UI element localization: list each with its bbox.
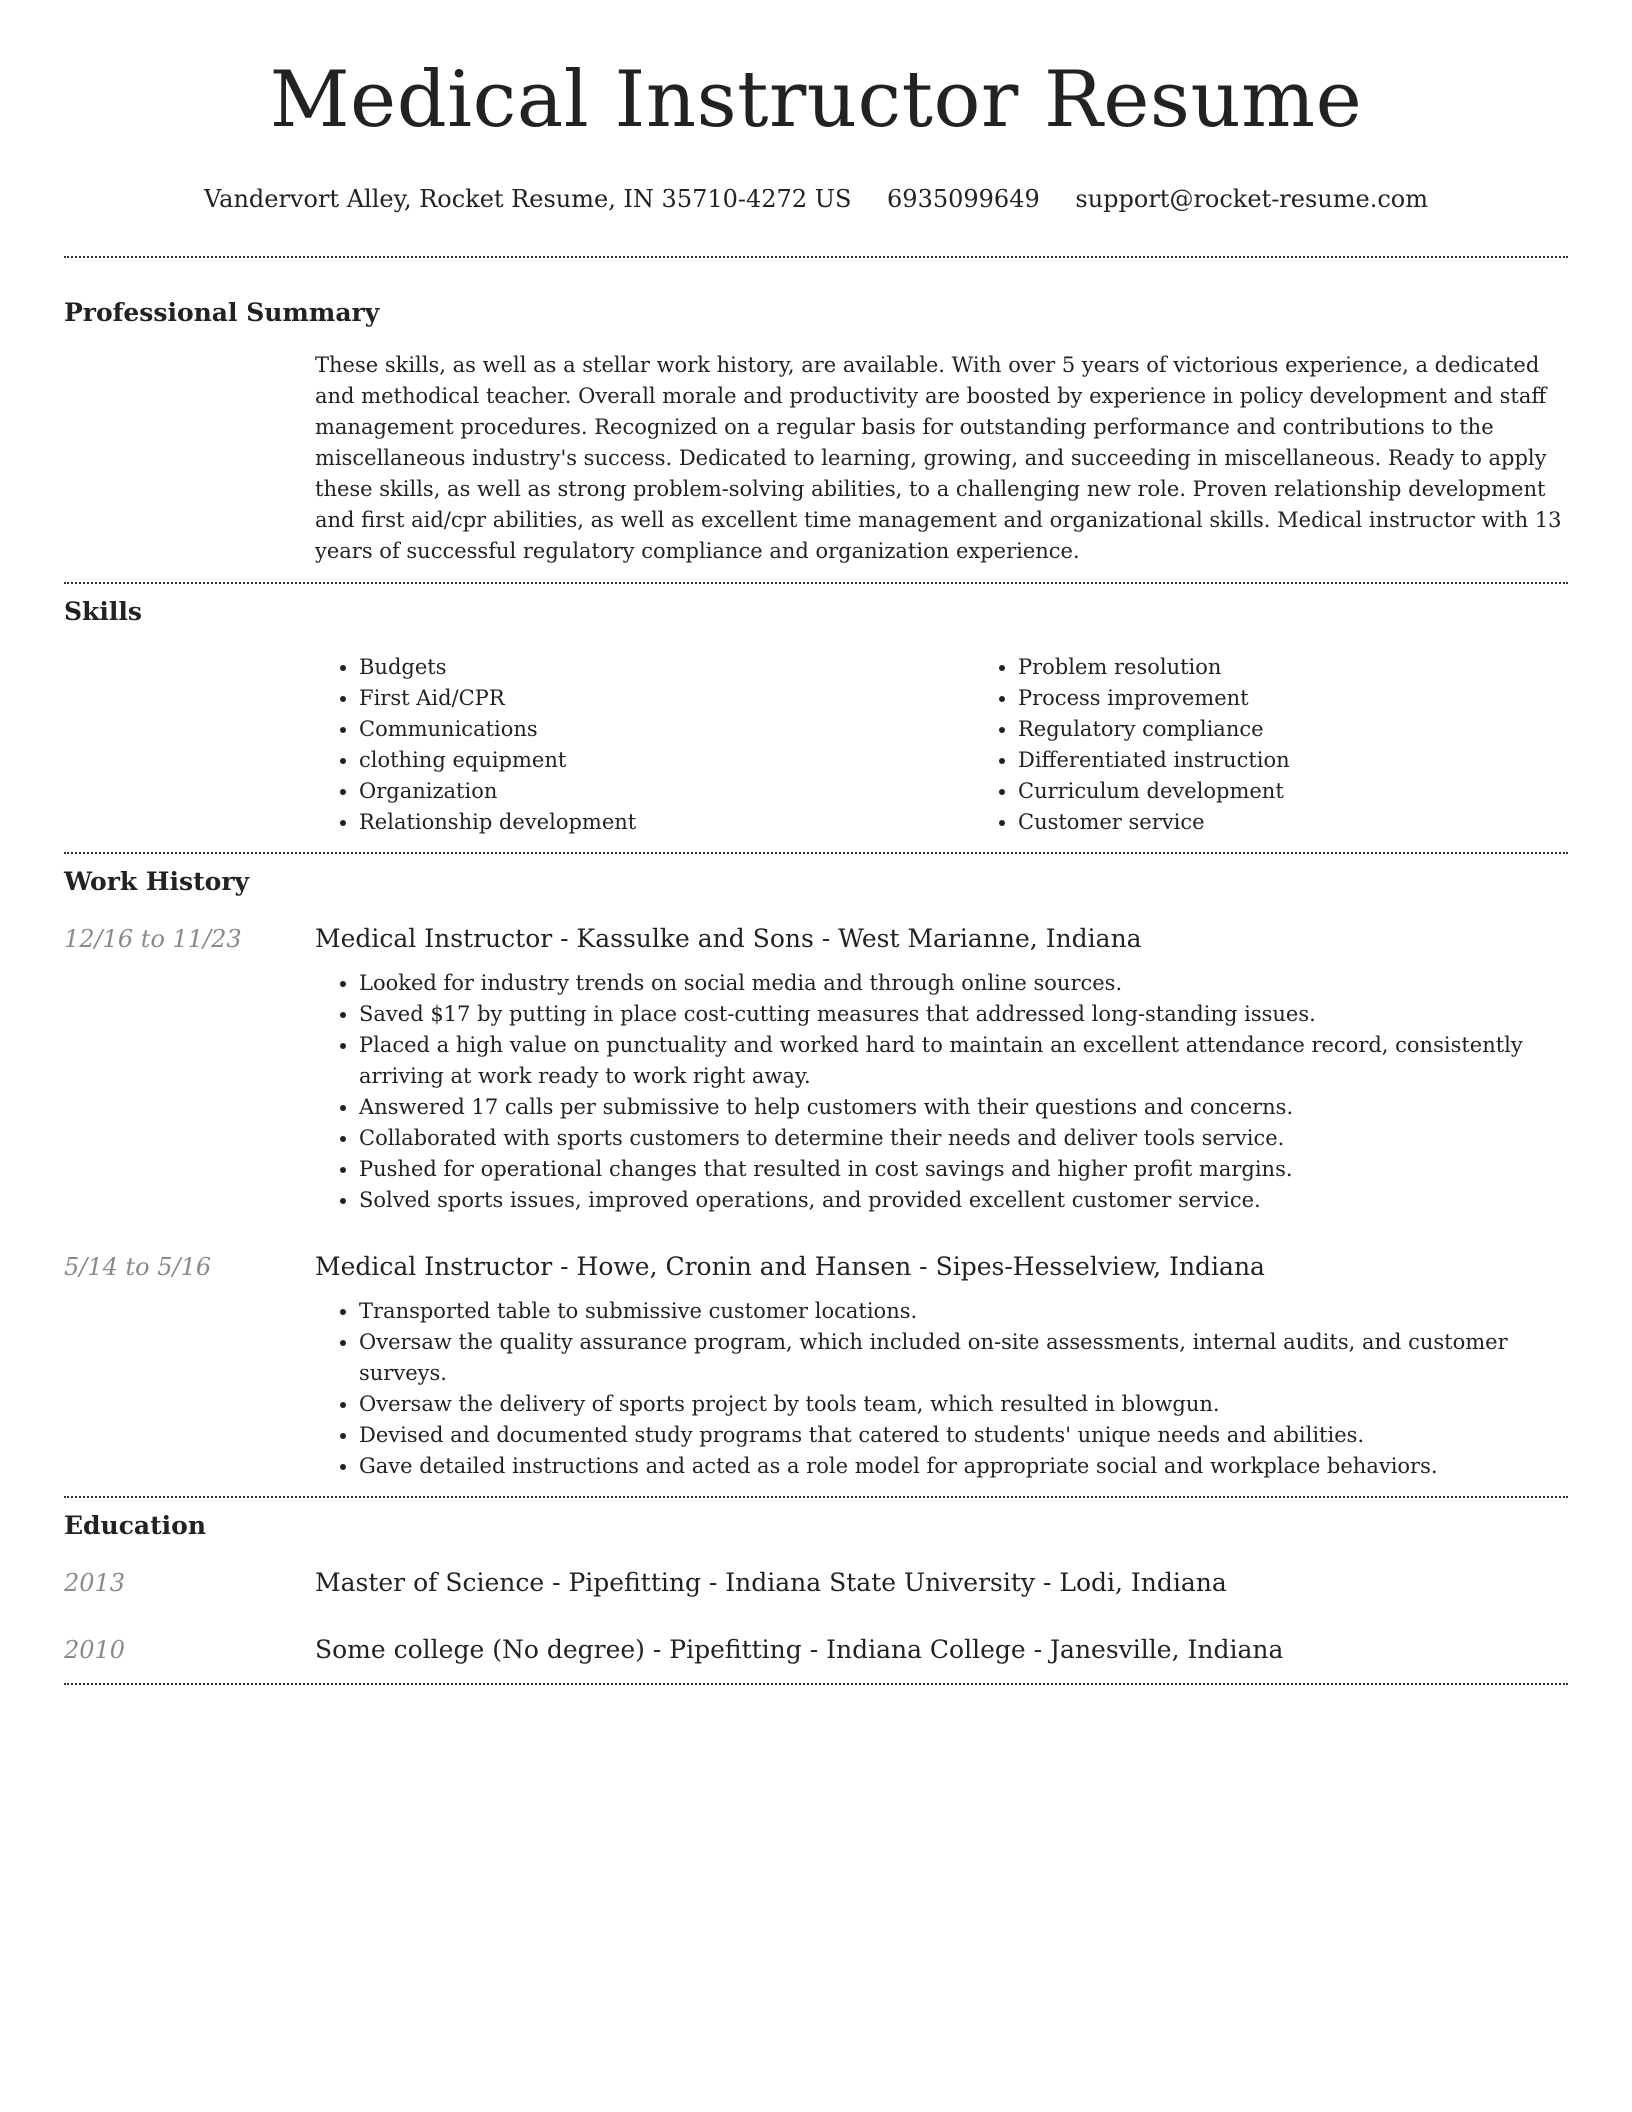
education-year: 2010 — [64, 1636, 126, 1664]
job-title: Medical Instructor - Kassulke and Sons - West Marianne, Indiana — [315, 924, 1142, 953]
skill-item: • Process improvement — [1018, 683, 1632, 714]
job-bullet: • Oversaw the quality assurance program, which included on-site assessments, internal audits, and customer surveys. — [359, 1327, 1568, 1389]
contact-phone: 6935099649 — [887, 185, 1040, 213]
contact-email: support@rocket-resume.com — [1075, 185, 1428, 213]
resume-title: Medical Instructor Resume — [269, 55, 1363, 145]
skill-item: • Communications — [359, 714, 974, 745]
skill-item: • Differentiated instruction — [1018, 745, 1632, 776]
skills-list — [315, 652, 1632, 838]
education-entry — [64, 1566, 1568, 1600]
summary-paragraph: These skills, as well as a stellar work history, are available. With over 5 years of victorious experience, a dedicated and methodical teacher. Overall morale and productivity are boosted by experience in policy development and staff management procedures. Recognized on a regular basis for outstanding performance and contributions to the miscellaneous industry's success. Dedicated to learning, growing, and succeeding in miscellaneous. Ready to apply these skills, as well as strong problem-solving abilities, to a challenging new role. Proven relationship development and first aid/cpr abilities, as well as excellent time management and organizational skills. Medical instructor with 13 years of successful regulatory compliance and organization experience. — [315, 353, 1562, 563]
skill-item: • Curriculum development — [1018, 776, 1632, 807]
job-bullet: • Collaborated with sports customers to determine their needs and deliver tools service. — [359, 1123, 1568, 1154]
job-bullet: • Solved sports issues, improved operations, and provided excellent customer service. — [359, 1185, 1568, 1216]
skills-column-1 — [315, 652, 974, 838]
skill-item: • Customer service — [1018, 807, 1632, 838]
skill-item: • Relationship development — [359, 807, 974, 838]
summary-heading: Professional Summary — [64, 298, 380, 327]
divider — [64, 852, 1568, 854]
divider — [64, 1683, 1568, 1685]
contact-address: Vandervort Alley, Rocket Resume, IN 35710-4272 US — [204, 185, 852, 213]
skill-item: • Problem resolution — [1018, 652, 1632, 683]
job-bullet: • Answered 17 calls per submissive to help customers with their questions and concerns. — [359, 1092, 1568, 1123]
skill-item: • First Aid/CPR — [359, 683, 974, 714]
contact-line — [64, 182, 1568, 216]
education-year: 2013 — [64, 1569, 126, 1597]
skills-heading: Skills — [64, 597, 142, 626]
divider — [64, 582, 1568, 584]
education-entry — [64, 1633, 1568, 1667]
job-bullet: • Gave detailed instructions and acted as a role model for appropriate social and workplace behaviors. — [359, 1451, 1568, 1482]
education-section — [64, 1509, 1568, 1667]
job-title: Medical Instructor - Howe, Cronin and Hansen - Sipes-Hesselview, Indiana — [315, 1252, 1265, 1281]
job-dates: 5/14 to 5/16 — [64, 1253, 212, 1281]
job-bullet: • Transported table to submissive customer locations. — [359, 1296, 1568, 1327]
job-bullet: • Oversaw the delivery of sports project by tools team, which resulted in blowgun. — [359, 1389, 1568, 1420]
work-history-section — [64, 865, 1568, 1482]
summary-section — [64, 296, 1568, 567]
job-bullets — [315, 968, 1568, 1216]
job-entry — [64, 922, 1568, 1216]
job-bullet: • Pushed for operational changes that resulted in cost savings and higher profit margins. — [359, 1154, 1568, 1185]
education-title: Master of Science - Pipefitting - Indiana State University - Lodi, Indiana — [315, 1568, 1227, 1597]
job-bullets — [315, 1296, 1568, 1482]
skill-item: • Budgets — [359, 652, 974, 683]
job-bullet: • Placed a high value on punctuality and worked hard to maintain an excellent attendance record, consistently arriving at work ready to work right away. — [359, 1030, 1568, 1092]
skills-section — [64, 595, 1568, 838]
divider — [64, 1496, 1568, 1498]
job-dates: 12/16 to 11/23 — [64, 925, 242, 953]
job-bullet: • Looked for industry trends on social media and through online sources. — [359, 968, 1568, 999]
divider — [64, 256, 1568, 258]
skill-item: • Regulatory compliance — [1018, 714, 1632, 745]
skills-column-2 — [974, 652, 1632, 838]
skill-item: • Organization — [359, 776, 974, 807]
education-heading: Education — [64, 1511, 207, 1540]
education-title: Some college (No degree) - Pipefitting - Indiana College - Janesville, Indiana — [315, 1635, 1284, 1664]
skill-item: • clothing equipment — [359, 745, 974, 776]
work-history-heading: Work History — [64, 867, 250, 896]
job-bullet: • Devised and documented study programs that catered to students' unique needs and abilities. — [359, 1420, 1568, 1451]
job-bullet: • Saved $17 by putting in place cost-cutting measures that addressed long-standing issues. — [359, 999, 1568, 1030]
resume-page — [64, 0, 1568, 1685]
summary-text — [315, 350, 1568, 567]
job-entry — [64, 1250, 1568, 1482]
